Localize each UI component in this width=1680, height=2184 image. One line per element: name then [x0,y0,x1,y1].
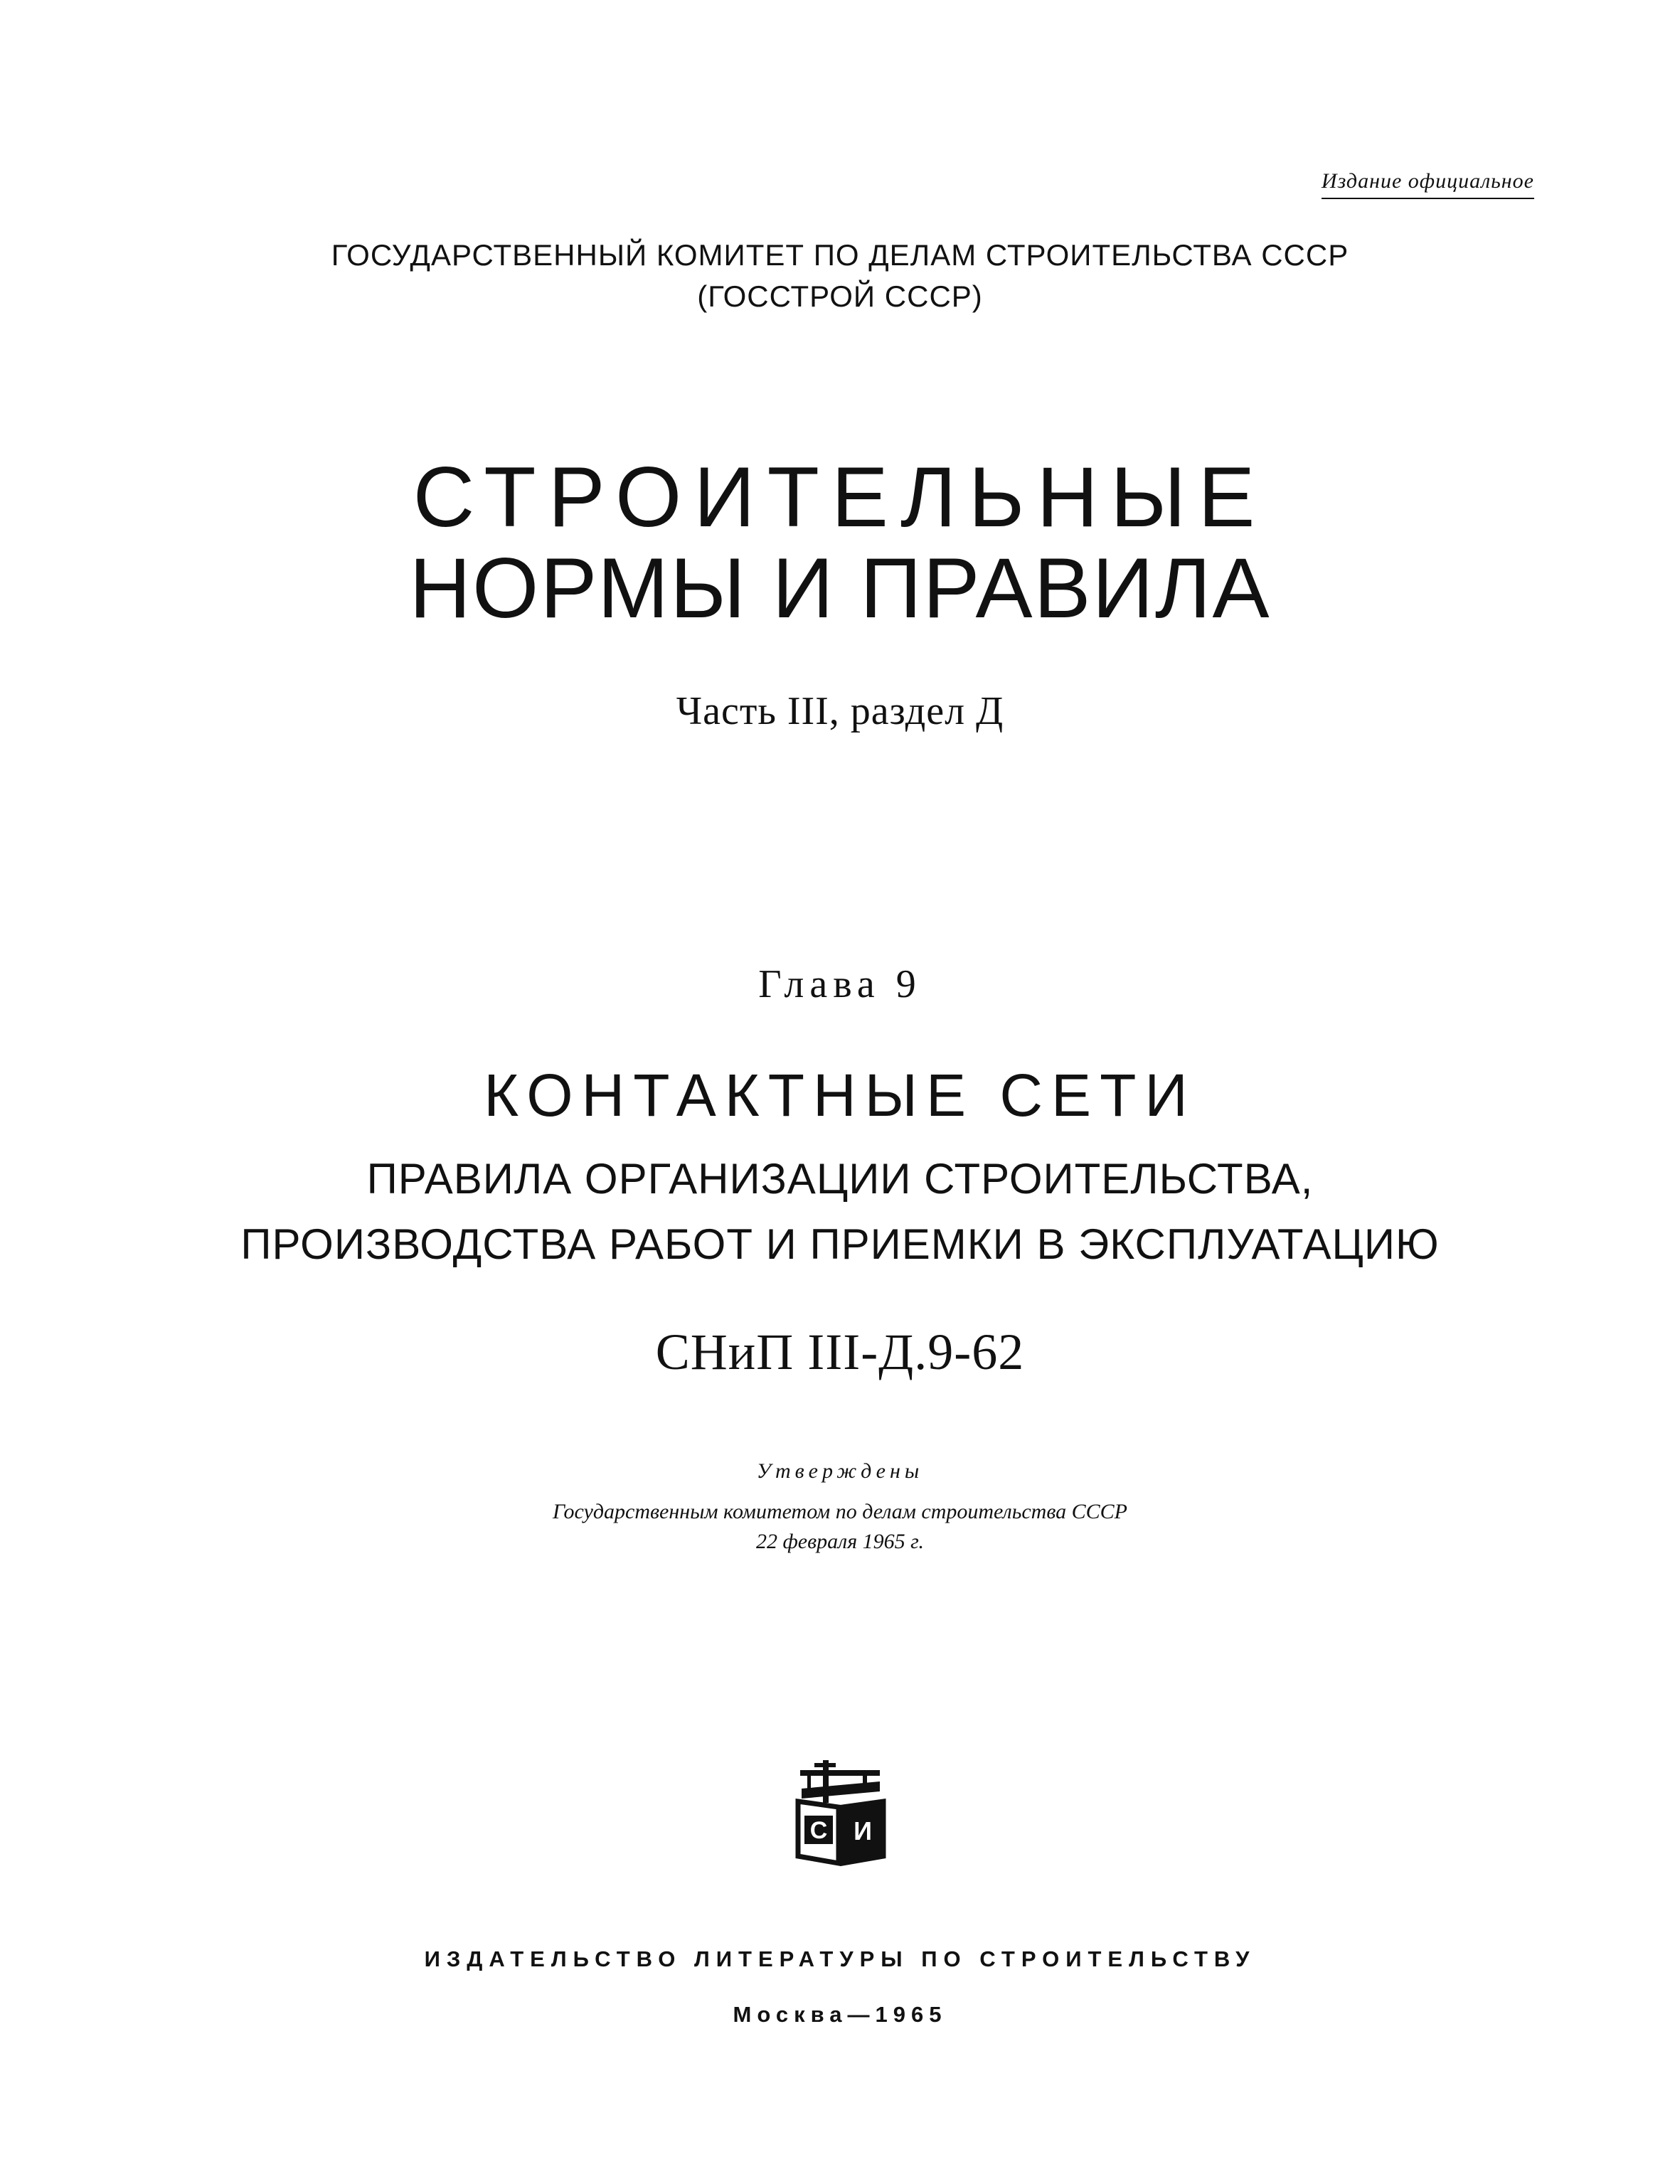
part-section: Часть III, раздел Д [676,689,1004,733]
committee-name: ГОСУДАРСТВЕННЫЙ КОМИТЕТ ПО ДЕЛАМ СТРОИТЕЛЬСТВА СССР [331,238,1349,272]
approval-date: 22 февраля 1965 г. [756,1530,924,1553]
approval-authority: Государственным комитетом по делам строительства СССР [552,1500,1128,1523]
chapter-title: КОНТАКТНЫЕ СЕТИ [484,1062,1196,1129]
chapter-subtitle [0,1146,1680,1277]
chapter-subtitle-line-2: ПРОИЗВОДСТВА РАБОТ И ПРИЕМКИ В ЭКСПЛУАТАЦИЮ [240,1220,1440,1268]
publisher-name: ИЗДАТЕЛЬСТВО ЛИТЕРАТУРЫ ПО СТРОИТЕЛЬСТВУ [424,1946,1256,1971]
chapter-label: Глава 9 [758,962,922,1006]
emblem-letter-left: С [809,1817,828,1844]
document-code: СНиП III-Д.9-62 [655,1323,1025,1380]
document-title [0,449,1680,636]
publisher-city-year: Москва—1965 [733,2002,947,2027]
approval-label: Утверждены [756,1459,924,1483]
committee-abbreviation: (ГОССТРОЙ СССР) [697,279,983,313]
emblem-letter-right: И [854,1816,872,1845]
document-title-line-1: СТРОИТЕЛЬНЫЕ [413,449,1267,545]
approval-details [0,1497,1680,1557]
chapter-subtitle-line-1: ПРАВИЛА ОРГАНИЗАЦИИ СТРОИТЕЛЬСТВА, [366,1155,1314,1203]
edition-note: Издание официальное [1322,169,1534,199]
document-title-line-2: НОРМЫ И ПРАВИЛА [409,540,1271,636]
publisher-emblem-icon [794,1760,887,1867]
committee-heading [0,235,1680,317]
